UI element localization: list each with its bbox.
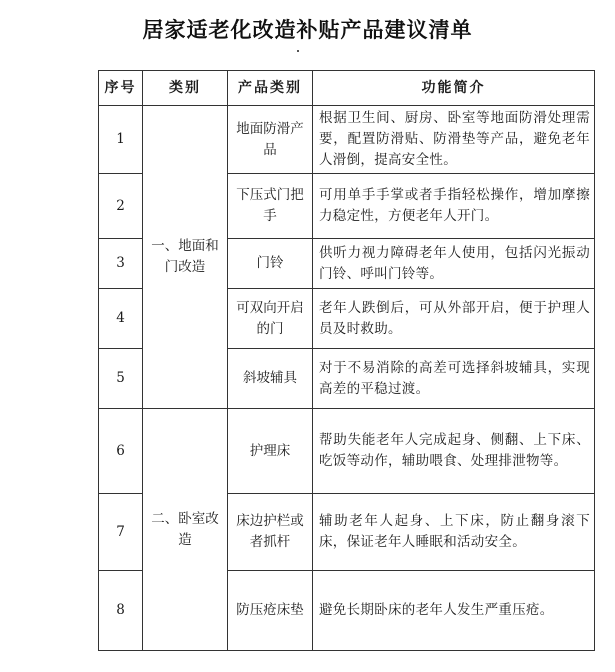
description-cell: 辅助老年人起身、上下床，防止翻身滚下床，保证老年人睡眠和活动安全。 bbox=[313, 494, 595, 571]
row-seq: 7 bbox=[99, 494, 143, 571]
product-cell: 地面防滑产品 bbox=[228, 106, 313, 174]
product-cell: 下压式门把手 bbox=[228, 174, 313, 239]
description-cell: 供听力视力障碍老年人使用，包括闪光振动门铃、呼叫门铃等。 bbox=[313, 239, 595, 289]
row-seq: 5 bbox=[99, 349, 143, 409]
decorative-dot bbox=[297, 50, 299, 52]
category-cell: 二、卧室改造 bbox=[143, 409, 228, 651]
header-seq: 序号 bbox=[99, 71, 143, 106]
product-cell: 护理床 bbox=[228, 409, 313, 494]
header-description: 功能简介 bbox=[313, 71, 595, 106]
table-row bbox=[99, 106, 595, 174]
product-cell: 防压疮床垫 bbox=[228, 571, 313, 651]
row-seq: 4 bbox=[99, 289, 143, 349]
table-header-row bbox=[99, 71, 595, 106]
description-cell: 帮助失能老年人完成起身、侧翻、上下床、吃饭等动作，辅助喂食、处理排泄物等。 bbox=[313, 409, 595, 494]
page-title: 居家适老化改造补贴产品建议清单 bbox=[142, 18, 473, 42]
category-cell: 一、地面和门改造 bbox=[143, 106, 228, 409]
product-table bbox=[98, 70, 595, 651]
description-cell: 根据卫生间、厨房、卧室等地面防滑处理需要，配置防滑贴、防滑垫等产品，避免老年人滑倒，提高安全性。 bbox=[313, 106, 595, 174]
row-seq: 2 bbox=[99, 174, 143, 239]
table-row bbox=[99, 409, 595, 494]
header-product: 产品类别 bbox=[228, 71, 313, 106]
row-seq: 3 bbox=[99, 239, 143, 289]
product-cell: 床边护栏或者抓杆 bbox=[228, 494, 313, 571]
row-seq: 1 bbox=[99, 106, 143, 174]
description-cell: 可用单手手掌或者手指轻松操作，增加摩擦力稳定性，方便老年人开门。 bbox=[313, 174, 595, 239]
description-cell: 对于不易消除的高差可选择斜坡辅具，实现高差的平稳过渡。 bbox=[313, 349, 595, 409]
description-cell: 老年人跌倒后，可从外部开启，便于护理人员及时救助。 bbox=[313, 289, 595, 349]
product-cell: 可双向开启的门 bbox=[228, 289, 313, 349]
row-seq: 6 bbox=[99, 409, 143, 494]
header-category: 类别 bbox=[143, 71, 228, 106]
description-cell: 避免长期卧床的老年人发生严重压疮。 bbox=[313, 571, 595, 651]
product-cell: 门铃 bbox=[228, 239, 313, 289]
product-cell: 斜坡辅具 bbox=[228, 349, 313, 409]
row-seq: 8 bbox=[99, 571, 143, 651]
